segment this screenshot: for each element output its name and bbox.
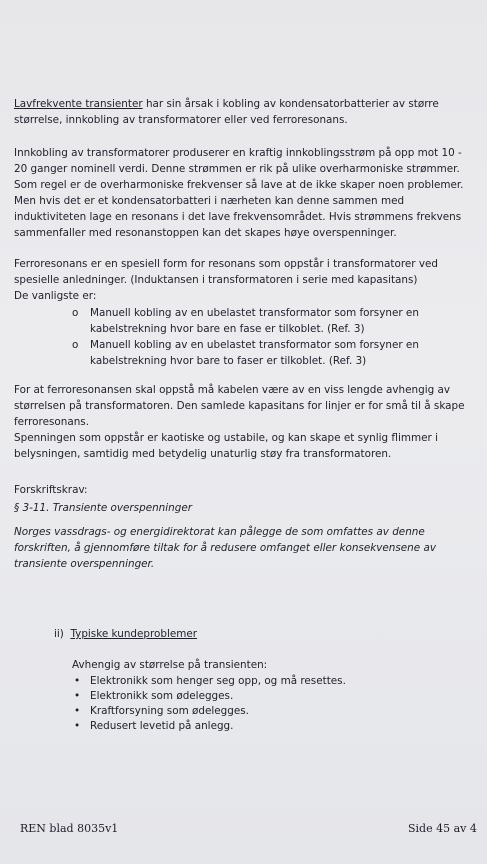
list-item-text: Elektronikk som henger seg opp, og må resettes. xyxy=(90,675,346,687)
regulation-text xyxy=(14,524,484,572)
paragraph-title xyxy=(14,500,484,516)
text-line: 20 ganger nominell verdi. Denne strømmen er rik på ulike overharmoniske strømmer. xyxy=(14,163,460,175)
text-line: belysningen, samtidig med betydelig unaturlig støy fra transformatoren. xyxy=(14,448,392,460)
list-item xyxy=(72,674,346,689)
forskriftskrav-heading: Forskriftskrav: xyxy=(14,484,88,496)
kundeproblemer-heading-row xyxy=(54,626,474,642)
list-item xyxy=(72,704,346,719)
forskriftskrav-section xyxy=(14,482,484,498)
text-line: Innkobling av transformatorer produserer en kraftig innkoblingsstrøm på opp mot 10 - xyxy=(14,147,462,159)
footer-page-number: Side 45 av 4 xyxy=(408,822,477,835)
section-number: ii) xyxy=(54,628,64,640)
paragraph-heading: Transiente overspenninger xyxy=(52,502,192,514)
text-line: Men hvis det er et kondensatorbatteri i nærheten kan denne sammen med xyxy=(14,195,405,207)
text-line: har sin årsak i kobling av kondensatorbatterier av større xyxy=(142,98,439,110)
text-line: ferroresonans. xyxy=(14,416,90,428)
list-item xyxy=(72,337,472,369)
text-line: Norges vassdrags- og energidirektorat kan pålegge de som omfattes av denne xyxy=(14,526,425,538)
text-line: Som regel er de overharmoniske frekvenser så lave at de ikke skaper noen problemer. xyxy=(14,179,464,191)
kundeproblemer-list xyxy=(72,674,346,734)
ferroresonans-list xyxy=(72,305,472,369)
kundeproblemer-intro xyxy=(72,657,472,673)
text-line: For at ferroresonansen skal oppstå må kabelen være av en viss lengde avhengig av xyxy=(14,384,451,396)
bullet-icon: • xyxy=(74,720,81,732)
list-item-text: Manuell kobling av en ubelastet transformator som forsyner en xyxy=(90,339,419,351)
list-item-text: Kraftforsyning som ødelegges. xyxy=(90,705,249,717)
list-item-text: Manuell kobling av en ubelastet transformator som forsyner en xyxy=(90,307,419,319)
kabel-paragraph xyxy=(14,382,484,462)
text-line: sammenfaller med resonanstoppen kan det skapes høye overspenninger. xyxy=(14,227,397,239)
text-line: spesielle anledninger. (Induktansen i transformatoren i serie med kapasitans) xyxy=(14,274,418,286)
ferroresonans-paragraph xyxy=(14,256,484,304)
paragraph-number: § 3-11. xyxy=(14,502,50,514)
list-item-text: Redusert levetid på anlegg. xyxy=(90,720,234,732)
innkobling-paragraph xyxy=(14,145,484,241)
list-item-text: kabelstrekning hvor bare to faser er tilkoblet. (Ref. 3) xyxy=(90,355,367,367)
bullet-icon: • xyxy=(74,675,81,687)
intro-text: Avhengig av størrelse på transienten: xyxy=(72,659,268,671)
list-item-text: Elektronikk som ødelegges. xyxy=(90,690,234,702)
circle-bullet-icon: o xyxy=(72,307,79,319)
text-line: størrelsen på transformatoren. Den samlede kapasitans for linjer er for små til å skape xyxy=(14,400,465,412)
text-line: Spenningen som oppstår er kaotiske og ustabile, og kan skape et synlig flimmer i xyxy=(14,432,438,444)
bullet-icon: • xyxy=(74,690,81,702)
list-item xyxy=(72,689,346,704)
intro-paragraph xyxy=(14,96,484,128)
circle-bullet-icon: o xyxy=(72,339,79,351)
section-title: Typiske kundeproblemer xyxy=(70,628,198,640)
text-line: De vanligste er: xyxy=(14,290,97,302)
text-line: forskriften, å gjennomføre tiltak for å redusere omfanget eller konsekvensene av xyxy=(14,542,436,554)
list-item xyxy=(72,719,346,734)
footer-document-id: REN blad 8035v1 xyxy=(20,822,119,835)
heading-lavfrekvente: Lavfrekvente transienter xyxy=(14,98,143,110)
list-item xyxy=(72,305,472,337)
text-line: transiente overspenninger. xyxy=(14,558,155,570)
text-line: Ferroresonans er en spesiell form for resonans som oppstår i transformatorer ved xyxy=(14,258,438,270)
text-line: størrelse, innkobling av transformatorer eller ved ferroresonans. xyxy=(14,114,348,126)
list-item-text: kabelstrekning hvor bare en fase er tilkoblet. (Ref. 3) xyxy=(90,323,365,335)
text-line: induktiviteten lage en resonans i det lave frekvensområdet. Hvis strømmens frekvens xyxy=(14,211,462,223)
bullet-icon: • xyxy=(74,705,81,717)
